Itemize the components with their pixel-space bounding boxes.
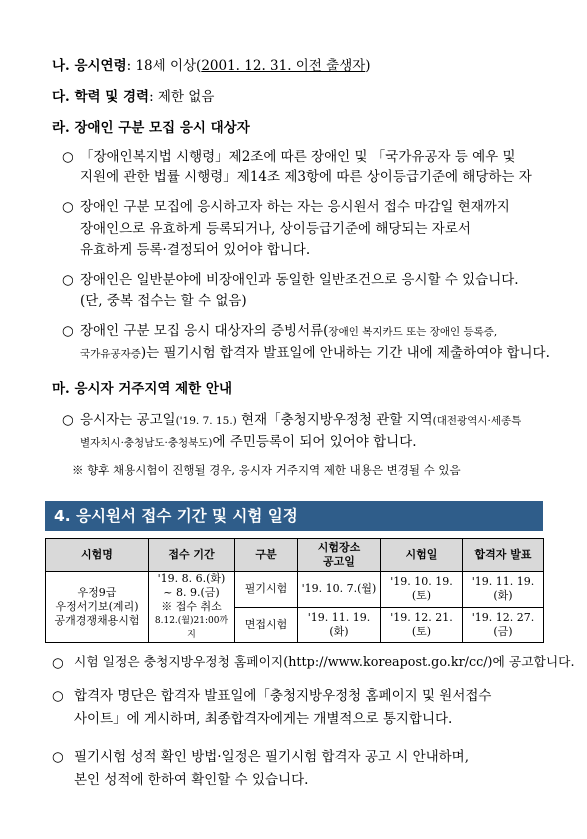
ra-item3-bullet: ○ [62, 272, 74, 288]
ra-item4-line2 [80, 344, 550, 363]
section-da-text: : 제한 없음 [149, 89, 215, 105]
ma-item1-line2-b: 에 주민등록이 되어 있어야 합니다. [212, 434, 417, 450]
exam-name-line1: 우정9급 [77, 586, 117, 599]
section-da-prefix: 다. [52, 89, 75, 105]
after-item3-line1: 필기시험 성적 확인 방법·일정은 필기시험 합격자 공고 시 안내하며, [74, 749, 470, 765]
cell-date: '19. 10. 19.(토) [381, 572, 463, 608]
ma-item1-line1 [80, 411, 521, 430]
header-date: 시험일 [381, 539, 463, 572]
section-na-prefix: 나. [52, 58, 75, 74]
period-line3: ※ 접수 취소 [161, 600, 222, 613]
after-item2-line2: 사이트」에 게시하며, 최종합격자에게는 개별적으로 통지합니다. [74, 711, 453, 727]
period-line2: ~ 8. 9.(금) [163, 586, 220, 599]
ra-item3-line2: (단, 중복 접수는 할 수 없음) [80, 293, 247, 309]
cell-type: 면접시험 [235, 607, 298, 643]
ma-item1-line2-a: 별자치시·충청남도·충청북도) [80, 437, 213, 449]
schedule-table [45, 538, 544, 643]
cell-date: '19. 12. 21.(토) [381, 607, 463, 643]
header-notice-line1: 시험장소 [317, 541, 361, 554]
after-item1-bullet: ○ [52, 655, 64, 671]
ra-item2-line2: 장애인으로 유효하게 등록되거나, 상이등급기준에 해당되는 자로서 [80, 221, 471, 237]
ra-item1-bullet: ○ [62, 149, 74, 165]
section-na-text: : 18세 이상( [126, 58, 202, 74]
period-line4: 8.12.(월)21:00까지 [154, 616, 229, 640]
ma-note: ※ 향후 채용시험이 진행될 경우, 응시자 거주지역 제한 내용은 변경될 수 있음 [72, 463, 461, 477]
cell-notice: '19. 10. 7.(월) [298, 572, 381, 608]
ra-item4-line1 [80, 322, 497, 341]
after-item1-line1: 시험 일정은 충청지방우정청 홈페이지(http://www.koreapost.go.kr/cc/)에 공고합니다. [74, 655, 575, 670]
exam-name-line3: 공개경쟁채용시험 [54, 614, 140, 627]
section-da [52, 88, 214, 106]
table-row [46, 572, 544, 608]
ra-item2-line1: 장애인 구분 모집에 응시하고자 하는 자는 응시원서 접수 마감일 현재까지 [80, 199, 510, 215]
cell-exam-name [46, 572, 149, 643]
header-notice-line2: 공고일 [323, 555, 355, 568]
header-result: 합격자 발표 [463, 539, 544, 572]
section-na [52, 57, 371, 75]
section-ma-title: 마. 응시자 거주지역 제한 안내 [52, 381, 232, 397]
header-type: 구분 [235, 539, 298, 572]
cell-period [149, 572, 235, 643]
ra-item3-line1: 장애인은 일반분야에 비장애인과 동일한 일반조건으로 응시할 수 있습니다. [80, 272, 519, 288]
section-na-suffix: ) [365, 58, 371, 74]
header-period: 접수 기간 [149, 539, 235, 572]
after-item2-line1: 합격자 명단은 합격자 발표일에「충청지방우정청 홈페이지 및 원서접수 [74, 688, 492, 704]
exam-name-line2: 우정서기보(계리) [55, 600, 139, 613]
ra-item4-line1-b: 장애인 복지카드 또는 장애인 등록증, [328, 326, 498, 338]
ra-item2-line3: 유효하게 등록·결정되어 있어야 합니다. [80, 242, 311, 258]
after-item3-bullet: ○ [52, 749, 64, 765]
cell-type: 필기시험 [235, 572, 298, 608]
cell-result: '19. 12. 27.(금) [463, 607, 544, 643]
ra-item4-bullet: ○ [62, 323, 74, 339]
ra-item1-line1: 「장애인복지법 시행령」제2조에 따른 장애인 및 「국가유공자 등 예우 및 [80, 149, 516, 165]
header-exam-name: 시험명 [46, 539, 149, 572]
ra-item2-bullet: ○ [62, 199, 74, 215]
ra-item1-line2: 지원에 관한 법률 시행령」제14조 제3항에 따른 상이등급기준에 해당하는 자 [80, 169, 532, 185]
ma-item1-line1-c: 현재「충청지방우정청 관할 지역 [236, 412, 433, 428]
ra-item4-line1-a: 장애인 구분 모집 응시 대상자의 증빙서류( [80, 323, 329, 339]
header-notice [298, 539, 381, 572]
period-line1: '19. 8. 6.(화) [157, 572, 226, 585]
after-item2-bullet: ○ [52, 688, 64, 704]
table-header-row [46, 539, 544, 572]
cell-notice: '19. 11. 19.(화) [298, 607, 381, 643]
ma-item1-line2 [80, 433, 417, 452]
section-na-label: 응시연령 [74, 58, 127, 74]
cell-result: '19. 11. 19.(화) [463, 572, 544, 608]
ma-item1-bullet: ○ [62, 412, 74, 428]
ra-item4-line2-b: )는 필기시험 합격자 발표일에 안내하는 기간 내에 제출하여야 합니다. [140, 345, 550, 361]
section-da-label: 학력 및 경력 [74, 89, 150, 105]
ra-item4-line2-a: 국가유공자증 [80, 348, 141, 360]
ma-item1-line1-a: 응시자는 공고일 [80, 412, 176, 428]
after-item3-line2: 본인 성적에 한하여 확인할 수 있습니다. [74, 772, 309, 788]
section-na-underlined: 2001. 12. 31. 이전 출생자 [201, 58, 366, 74]
ma-item1-line1-b: ('19. 7. 15.) [175, 415, 237, 427]
ma-item1-line1-d: (대전광역시·세종특 [432, 415, 522, 427]
section-ra-title: 라. 장애인 구분 모집 응시 대상자 [52, 120, 250, 136]
section-4-header: 4. 응시원서 접수 기간 및 시험 일정 [45, 501, 543, 531]
